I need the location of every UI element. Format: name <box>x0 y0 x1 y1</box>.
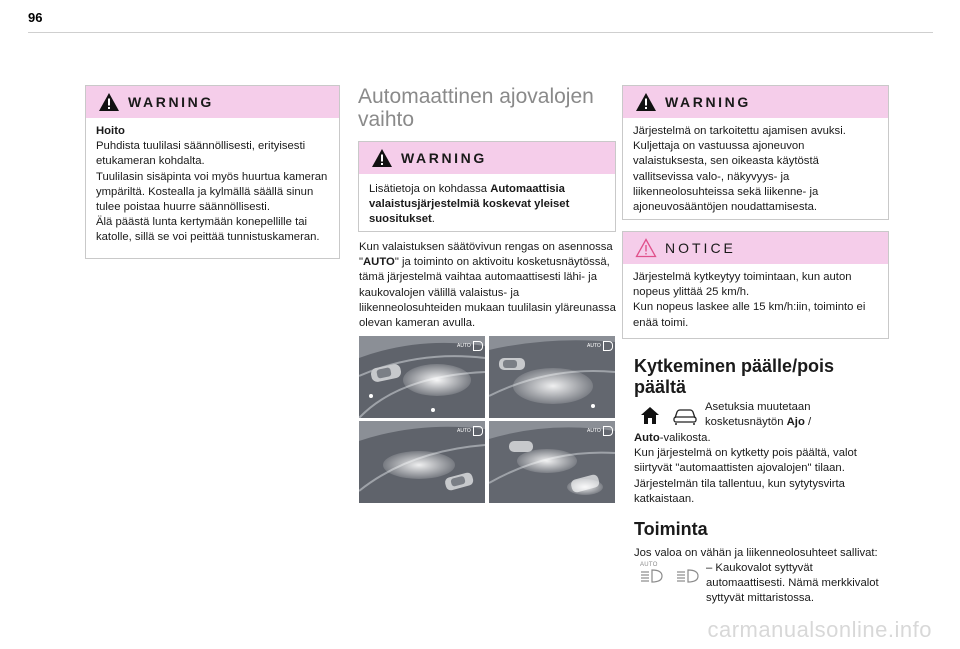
panel-2-indicator <box>587 339 613 353</box>
page-number: 96 <box>28 10 43 25</box>
settings-text-post: -valikosta. <box>659 432 711 444</box>
notice-title: NOTICE <box>665 240 736 256</box>
panel-4-indicator <box>587 424 613 438</box>
body-text-bold: AUTO <box>363 256 395 269</box>
operation-icons <box>640 562 702 584</box>
operation-intro: Jos valoa on vähän ja liikenneolosuhteet sallivat: <box>634 547 878 559</box>
section-title: Automaattinen ajovalojen vaihto <box>358 85 594 131</box>
warning-header <box>359 142 615 174</box>
settings-text <box>705 400 885 430</box>
warning-heading: Hoito <box>96 125 125 137</box>
auto-headlight-icon: AUTO <box>587 427 601 434</box>
warning-line-3: Älä päästä lunta kertymään konepellille tai katolle, sillä se voi peittää tunnistuskameran. <box>96 216 320 244</box>
heading-activation: Kytkeminen päälle/pois päältä <box>634 356 835 397</box>
heading-operation: Toiminta <box>634 519 708 539</box>
auto-label: AUTO <box>640 562 658 568</box>
auto-high-beam-icon <box>640 562 664 584</box>
warning-title: WARNING <box>128 94 214 110</box>
warning-body <box>623 118 888 215</box>
warning-line-1: Puhdista tuulilasi säännöllisesti, erityisesti etukameran kohdalta. <box>96 140 306 168</box>
notice-line-1: Järjestelmä kytkeytyy toimintaan, kun auton nopeus ylittää 25 km/h. <box>633 271 852 299</box>
settings-separator: / <box>804 416 812 429</box>
settings-text-cont <box>634 431 886 507</box>
right-warning-box <box>622 85 889 220</box>
operation-item: – Kaukovalot syttyvät automaattisesti. Nämä merkkivalot syttyvät mittaristossa. <box>706 562 879 605</box>
auto-headlight-icon: AUTO <box>457 342 471 349</box>
watermark: carmanualsonline.info <box>707 617 932 642</box>
auto-headlight-illustration <box>359 336 617 503</box>
left-warning-box <box>85 85 340 259</box>
body-text-post: " ja toiminto on aktivoitu kosketusnäytössä, tämä järjestelmä vaihtaa automaattisesti lähi- ja kaukovalojen välillä valaistus- ja liikenneolosuhteiden mukaan tuulilasin yläreunassa olevan kameran avulla. <box>359 256 616 330</box>
notice-line-2: Kun nopeus laskee alle 15 km/h:iin, toiminto ei enää toimi. <box>633 301 866 329</box>
warning-triangle-icon <box>98 92 120 112</box>
middle-warning-box <box>358 141 616 232</box>
car-icon <box>672 407 698 425</box>
settings-text-main: Asetuksia muutetaan kosketusnäytön <box>705 401 811 429</box>
warning-line-2: Tuulilasin sisäpinta voi myös huurtua kameran ympäriltä. Kostealla ja kylmällä säällä sinun tulee poistaa huurre säännöllisesti. <box>96 170 328 214</box>
home-icon <box>640 405 660 425</box>
panel-3-indicator <box>457 424 483 438</box>
auto-headlight-icon: AUTO <box>587 342 601 349</box>
high-beam-icon <box>473 341 483 351</box>
notice-body <box>623 264 888 331</box>
panel-1-indicator <box>457 339 483 353</box>
warning-header <box>623 86 888 118</box>
warning-text-pre: Lisätietoja on kohdassa <box>369 183 491 195</box>
body-text-pre: Kun valaistuksen säätövivun rengas on asennossa " <box>359 241 613 269</box>
warning-title: WARNING <box>401 150 487 166</box>
high-beam-icon <box>603 426 613 436</box>
warning-triangle-icon <box>635 92 657 112</box>
settings-icons <box>640 404 700 426</box>
warning-triangle-icon <box>371 148 393 168</box>
notice-triangle-icon <box>635 238 657 258</box>
warning-header <box>86 86 339 118</box>
operation-item-overflow <box>634 592 734 607</box>
high-beam-icon <box>473 426 483 436</box>
settings-body: Kun järjestelmä on kytketty pois päältä, valot siirtyvät "automaattisten ajovalojen" tilaan. Järjestelmän tila tallentuu, kun sytytysvirta katkaistaan. <box>634 447 857 505</box>
middle-body-text <box>359 240 617 331</box>
top-rule <box>28 32 933 33</box>
settings-menu-drive: Ajo <box>786 416 805 429</box>
high-beam-icon <box>676 569 700 583</box>
warning-title: WARNING <box>665 94 751 110</box>
notice-box <box>622 231 889 339</box>
warning-text <box>369 182 605 228</box>
high-beam-icon <box>603 341 613 351</box>
notice-header <box>623 232 888 264</box>
warning-body <box>86 118 339 246</box>
warning-text-bold: Automaattisia valaistusjärjestelmiä koskevat yleiset suositukset <box>369 183 570 226</box>
warning-body <box>359 174 615 228</box>
warning-text: Järjestelmä on tarkoitettu ajamisen avuksi. Kuljettaja on vastuussa ajoneuvon valaistuksesta, sen oikeasta käytöstä vallitsevissa valo-, näkyvyys- ja liikenneolosuhteissa sekä liikenne- ja ajoneuvosääntöjen noudattamisesta. <box>633 125 846 214</box>
auto-headlight-icon: AUTO <box>457 427 471 434</box>
settings-menu-auto: Auto <box>634 432 660 444</box>
warning-text-post: . <box>431 213 435 226</box>
